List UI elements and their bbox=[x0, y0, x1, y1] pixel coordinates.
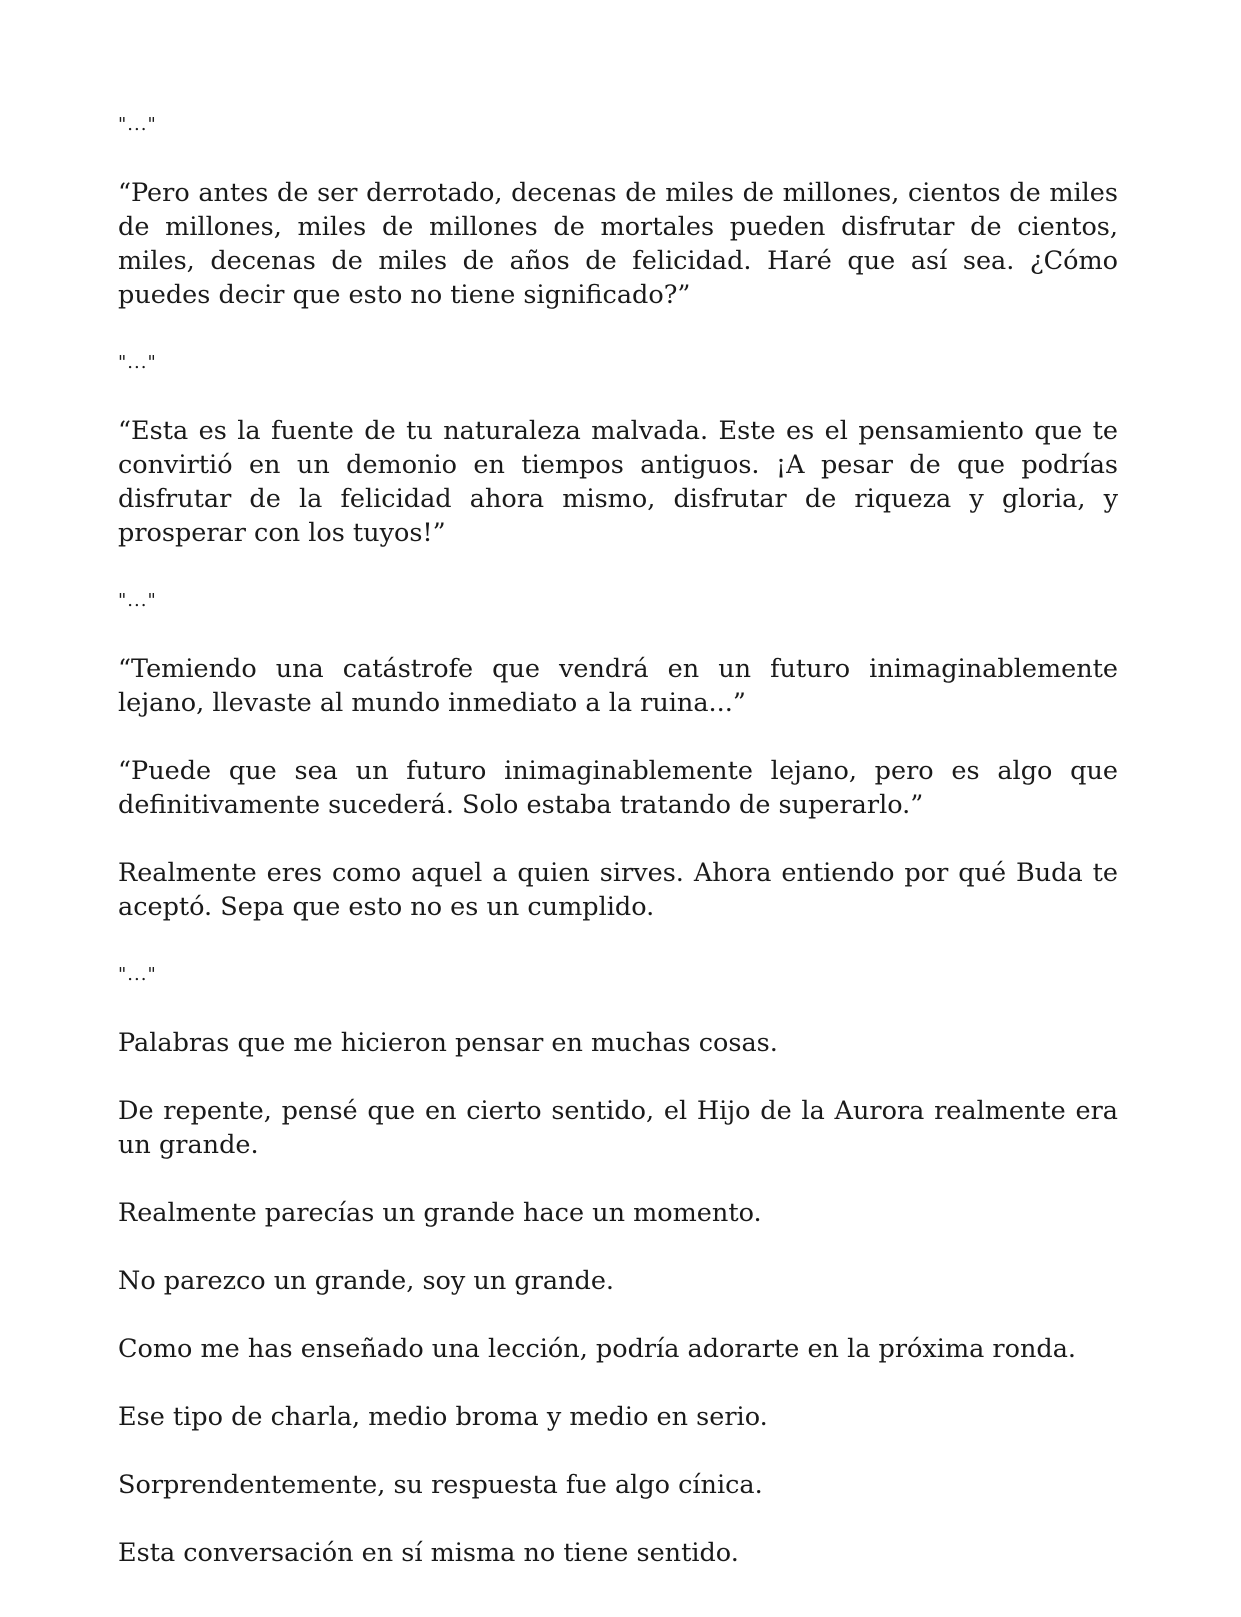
paragraph: No parezco un grande, soy un grande. bbox=[118, 1266, 615, 1296]
paragraph: Sorprendentemente, su respuesta fue algo cínica. bbox=[118, 1470, 763, 1500]
paragraph: Realmente eres como aquel a quien sirves. Ahora entiendo por qué Buda te aceptó. Sepa que esto no es un cumplido. bbox=[118, 858, 1118, 922]
paragraph: Palabras que me hicieron pensar en muchas cosas. bbox=[118, 1028, 778, 1058]
paragraph: “Puede que sea un futuro inimaginablemente lejano, pero es algo que definitivamente sucederá. Solo estaba tratando de superarlo.” bbox=[118, 756, 1118, 820]
paragraph: De repente, pensé que en cierto sentido, el Hijo de la Aurora realmente era un grande. bbox=[118, 1096, 1118, 1160]
paragraph: “Pero antes de ser derrotado, decenas de miles de millones, cientos de miles de millones, miles de millones de mortales pueden disfrutar de cientos, miles, decenas de miles de años de felicidad. Haré que así sea. ¿Cómo puedes decir que esto no tiene significado?” bbox=[118, 178, 1118, 310]
paragraph: Esta conversación en sí misma no tiene sentido. bbox=[118, 1538, 739, 1568]
ellipsis-line: "..." bbox=[118, 964, 157, 985]
paragraph: Ese tipo de charla, medio broma y medio en serio. bbox=[118, 1402, 768, 1432]
paragraph: “Temiendo una catástrofe que vendrá en un futuro inimaginablemente lejano, llevaste al mundo inmediato a la ruina...” bbox=[118, 654, 1118, 718]
paragraph: “Esta es la fuente de tu naturaleza malvada. Este es el pensamiento que te convirtió en un demonio en tiempos antiguos. ¡A pesar de que podrías disfrutar de la felicidad ahora mismo, disfrutar de riqueza y gloria, y prosperar con los tuyos!” bbox=[118, 416, 1118, 548]
paragraph: Realmente parecías un grande hace un momento. bbox=[118, 1198, 762, 1228]
ellipsis-line: "..." bbox=[118, 114, 157, 135]
ellipsis-line: "..." bbox=[118, 352, 157, 373]
paragraph: Como me has enseñado una lección, podría adorarte en la próxima ronda. bbox=[118, 1334, 1077, 1364]
ellipsis-line: "..." bbox=[118, 590, 157, 611]
document-body bbox=[118, 108, 1118, 1604]
